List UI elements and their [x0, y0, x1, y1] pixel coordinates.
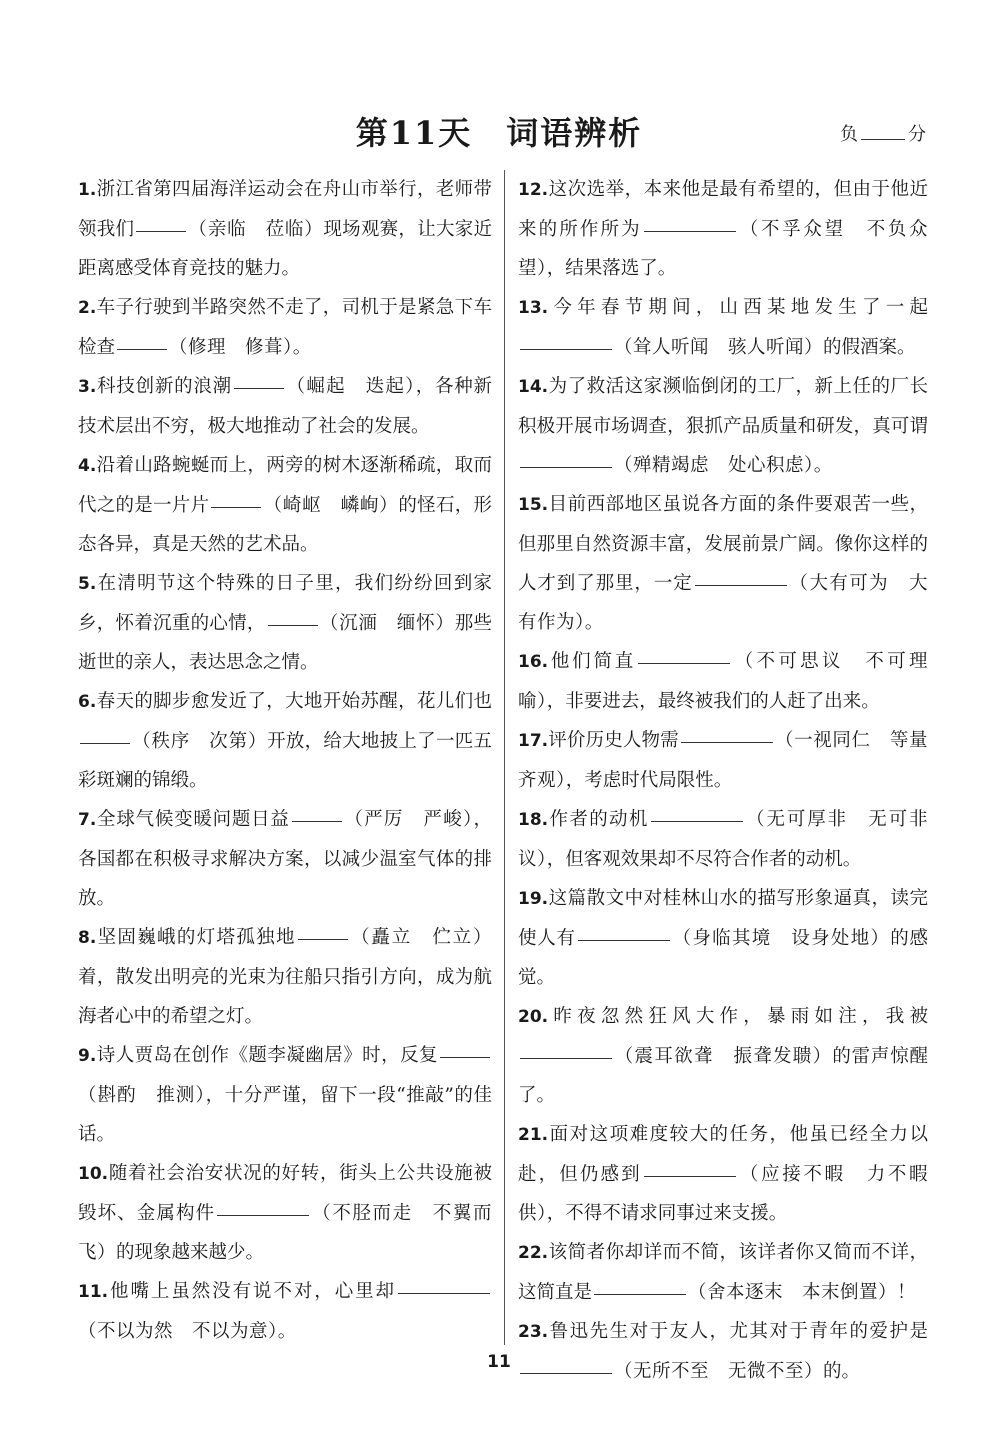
question-item: [78, 682, 492, 800]
answer-blank[interactable]: [594, 1293, 686, 1295]
question-text-before: 他们简直: [548, 651, 636, 672]
question-text-before: 鲁迅先生对于友人，尤其对于青年的爱护是: [548, 1321, 928, 1342]
question-options: （严厉 严峻）: [343, 809, 474, 830]
question-text-before: 坚固巍峨的灯塔孤独地: [96, 927, 296, 948]
question-text-before: 春天的脚步愈发近了，大地开始苏醒，花儿们也: [96, 691, 492, 712]
question-item: [518, 288, 928, 367]
question-text-before: 在清明节这个特殊的日子里，我们纷纷回到家乡，怀着沉重的心情，: [78, 573, 492, 634]
question-options: （一视同仁 等量齐观）: [518, 730, 928, 791]
question-number: 14.: [518, 377, 549, 397]
question-text-after: 的。: [823, 1361, 861, 1382]
question-item: [78, 800, 492, 918]
question-text-after: 那些逝世的亲人，表达思念之情。: [78, 613, 492, 673]
question-text-after: ，考虑时代局限性。: [565, 770, 733, 791]
question-text-after: 的怪石，形态各异，真是天然的艺术品。: [78, 495, 492, 555]
question-number: 18.: [518, 810, 549, 830]
question-text-before: 科技创新的浪潮: [96, 376, 232, 397]
answer-blank[interactable]: [136, 230, 186, 232]
question-text-after: ，不得不请求同事过来支援。: [546, 1203, 788, 1224]
question-options: （矗立 伫立）: [349, 927, 492, 948]
question-item: [78, 564, 492, 682]
question-text-after: 的雷声惊醒了。: [518, 1046, 928, 1106]
question-number: 16.: [518, 652, 549, 672]
answer-blank[interactable]: [651, 820, 743, 822]
question-number: 15.: [518, 495, 549, 515]
question-number: 19.: [518, 889, 549, 909]
score-prefix: 负: [840, 124, 858, 145]
question-text-after: 开放，给大地披上了一匹五彩斑斓的锦缎。: [78, 731, 492, 791]
question-options: （殚精竭虑 处心积虑）: [614, 455, 814, 476]
question-text-before: 他嘴上虽然没有说不对，心里却: [108, 1281, 396, 1302]
question-text-after: ，各国都在积极寻求解决方案，以减少温室气体的排放。: [78, 809, 492, 909]
question-text-after: 的感觉。: [518, 928, 928, 988]
question-item: [78, 170, 492, 288]
question-number: 20.: [518, 1007, 549, 1027]
question-options: （斟酌 推测）: [78, 1085, 206, 1106]
question-item: [78, 367, 492, 446]
answer-blank[interactable]: [80, 742, 130, 744]
question-text-after: ，非要进去，最终被我们的人赶了出来。: [546, 691, 880, 712]
question-number: 11.: [78, 1282, 109, 1302]
question-text-after: ！: [897, 1282, 916, 1303]
question-options: （大有可为 大有作为）: [518, 573, 928, 633]
question-text-after: 。: [292, 337, 312, 358]
question-text-before: 为了救活这家濒临倒闭的工厂，新上任的厂长积极开展市场调查，狠抓产品质量和研发，真可谓: [518, 376, 928, 437]
question-options: （不孚众望 不负众望）: [518, 219, 928, 279]
question-text-after: 。: [584, 612, 604, 633]
question-text-after: 。: [813, 455, 833, 476]
question-number: 5.: [78, 574, 97, 594]
column-divider: [504, 170, 505, 1345]
question-text-before: 今年春节期间，山西某地发生了一起: [548, 297, 928, 318]
question-item: [518, 997, 928, 1115]
question-options: （不可思议 不可理喻）: [518, 651, 928, 712]
score-blank[interactable]: [861, 139, 905, 140]
answer-blank[interactable]: [298, 938, 348, 940]
question-text-after: 。: [277, 1321, 297, 1342]
question-options: （无可厚非 无可非议）: [518, 809, 928, 870]
question-options: （亲临 莅临）: [188, 219, 324, 240]
answer-blank[interactable]: [520, 348, 612, 350]
question-options: （崎岖 嶙峋）: [263, 495, 399, 516]
score-suffix: 分: [908, 124, 926, 145]
question-text-after: 的现象越来越少。: [116, 1242, 265, 1263]
question-options: （修理 修葺）: [169, 337, 293, 358]
answer-blank[interactable]: [211, 506, 261, 508]
question-options: （不胫而走 不翼而飞）: [78, 1203, 492, 1263]
question-text-before: 车子行驶到半路突然不走了，司机于是紧急下车检查: [78, 297, 492, 358]
answer-blank[interactable]: [117, 348, 167, 350]
page-title: 第11天 词语辨析: [355, 114, 643, 152]
answer-blank[interactable]: [638, 662, 730, 664]
left-column: [78, 170, 492, 1351]
answer-blank[interactable]: [398, 1292, 490, 1294]
question-item: [78, 1272, 492, 1351]
question-item: [518, 721, 928, 800]
question-text-before: 目前西部地区虽说各方面的条件要艰苦一些，但那里自然资源丰富，发展前景广阔。像你这样的人才到了那里，一定: [518, 494, 928, 594]
question-number: 6.: [78, 692, 97, 712]
question-item: [78, 446, 492, 564]
answer-blank[interactable]: [644, 230, 736, 232]
answer-blank[interactable]: [520, 1372, 612, 1374]
question-options: （不以为然 不以为意）: [78, 1321, 278, 1342]
question-number: 10.: [78, 1164, 109, 1184]
answer-blank[interactable]: [578, 939, 670, 941]
question-text-before: 这篇散文中对桂林山水的描写形象逼真，读完使人有: [518, 888, 928, 949]
question-text-after: ，各种新技术层出不穷，极大地推动了社会的发展。: [78, 376, 492, 437]
question-number: 13.: [518, 298, 549, 318]
question-number: 1.: [78, 180, 97, 200]
question-options: （应接不暇 力不暇供）: [518, 1164, 928, 1224]
question-item: [518, 1115, 928, 1233]
question-number: 17.: [518, 731, 549, 751]
question-text-before: 浙江省第四届海洋运动会在舟山市举行，老师带领我们: [78, 179, 492, 240]
question-text-after: 着，散发出明亮的光束为往船只指引方向，成为航海者心中的希望之灯。: [78, 967, 492, 1027]
question-options: （沉湎 缅怀）: [319, 613, 455, 634]
answer-blank[interactable]: [520, 466, 612, 468]
question-options: （舍本逐末 本末倒置）: [688, 1282, 898, 1303]
question-number: 23.: [518, 1322, 549, 1342]
question-text-before: 面对这项难度较大的任务，他虽已经全力以赴，但仍感到: [518, 1124, 928, 1185]
question-number: 8.: [78, 928, 97, 948]
question-options: （身临其境 设身处地）: [671, 928, 891, 949]
right-column: [518, 170, 928, 1391]
question-number: 4.: [78, 456, 97, 476]
page-number: 11: [487, 1352, 511, 1372]
question-options: （秩序 次第）: [132, 731, 268, 752]
question-text-after: ，结果落选了。: [546, 258, 677, 279]
question-options: （耸人听闻 骇人听闻）: [614, 337, 824, 358]
question-item: [518, 170, 928, 288]
question-text-after: 现场观赛，让大家近距离感受体育竞技的魅力。: [78, 219, 492, 279]
question-text-after: ，但客观效果却不尽符合作者的动机。: [546, 849, 862, 870]
answer-blank[interactable]: [681, 741, 773, 743]
question-item: [78, 1036, 492, 1154]
question-number: 2.: [78, 298, 97, 318]
question-item: [518, 367, 928, 485]
question-options: （震耳欲聋 振聋发聩）: [614, 1046, 833, 1067]
question-text-before: 这次选举，本来他是最有希望的，但由于他近来的所作所为: [518, 179, 928, 240]
question-text-before: 诗人贾岛在创作《题李凝幽居》时，反复: [96, 1045, 438, 1066]
answer-blank[interactable]: [217, 1214, 309, 1216]
question-item: [518, 642, 928, 721]
answer-blank[interactable]: [440, 1056, 490, 1058]
question-item: [78, 918, 492, 1036]
question-text-before: 评价历史人物需: [548, 730, 679, 751]
question-item: [518, 485, 928, 642]
answer-blank[interactable]: [268, 624, 318, 626]
answer-blank[interactable]: [520, 1057, 612, 1059]
answer-blank[interactable]: [292, 820, 342, 822]
question-number: 22.: [518, 1243, 549, 1263]
question-text-before: 作者的动机: [548, 809, 649, 830]
question-number: 3.: [78, 377, 97, 397]
question-text-before: 随着社会治安状况的好转，街头上公共设施被毁坏、金属构件: [78, 1163, 492, 1224]
question-number: 7.: [78, 810, 97, 830]
answer-blank[interactable]: [695, 584, 787, 586]
question-text-before: 昨夜忽然狂风大作，暴雨如注，我被: [548, 1006, 928, 1027]
question-options: （无所不至 无微不至）: [614, 1361, 824, 1382]
question-text-before: 全球气候变暖问题日益: [96, 809, 290, 830]
question-text-before: 该简者你却详而不简，该详者你又简而不详，这简直是: [518, 1242, 928, 1303]
question-item: [78, 1154, 492, 1272]
question-item: [518, 800, 928, 879]
question-options: （崛起 迭起）: [285, 376, 416, 397]
question-number: 9.: [78, 1046, 97, 1066]
question-item: [518, 1233, 928, 1312]
question-text-after: 的假酒案。: [823, 337, 916, 358]
score-field: [840, 120, 926, 146]
question-item: [78, 288, 492, 367]
question-text-after: ，十分严谨，留下一段“推敲”的佳话。: [78, 1085, 492, 1145]
question-number: 21.: [518, 1125, 549, 1145]
question-item: [518, 879, 928, 997]
question-number: 12.: [518, 180, 549, 200]
answer-blank[interactable]: [644, 1175, 736, 1177]
answer-blank[interactable]: [234, 387, 284, 389]
question-text-before: 沿着山路蜿蜒而上，两旁的树木逐渐稀疏，取而代之的是一片片: [78, 455, 492, 516]
